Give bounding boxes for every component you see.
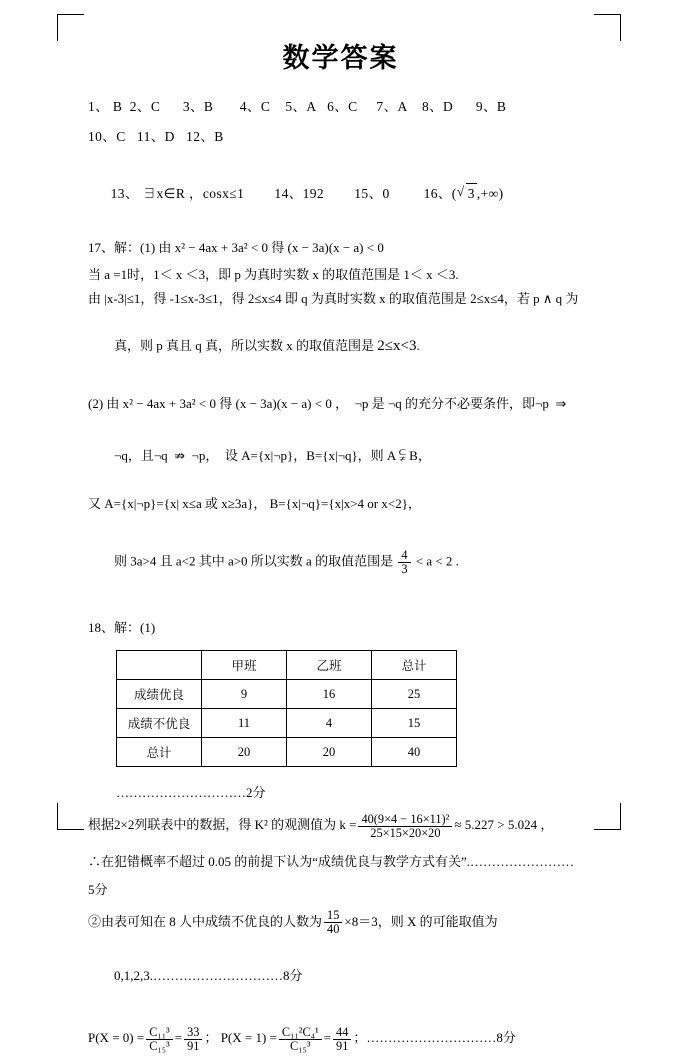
q17-head: 17、解：(1) 由 x² − 4ax + 3a² < 0 得 (x − 3a)(x − a) < 0: [88, 239, 384, 255]
table-cell: 16: [287, 680, 372, 709]
fraction-fifteen-fortieths: [324, 909, 342, 936]
q18-k-formula: [88, 811, 593, 839]
q18-k-pre: 根据2×2列联表中的数据，得 K² 的观测值为 k =: [88, 817, 357, 833]
sqrt-icon: [457, 183, 477, 205]
question-17-block: [88, 236, 593, 600]
q18-values: 0,1,2,3.: [114, 968, 153, 984]
prob-1-lhs: P(X = 1) =: [220, 1030, 277, 1046]
q18-p2-pre: ②由表可知在 8 人中成绩不优良的人数为: [88, 913, 323, 929]
table-header-cell: 总计: [372, 651, 457, 680]
choice-answers-line-2: 10、C 11、D 12、B: [88, 128, 224, 144]
fraction-numerator: C₁₁²C₄¹: [279, 1026, 322, 1040]
table-row: [117, 738, 457, 767]
fraction-denominator: 3: [401, 562, 408, 577]
table-header-cell: 甲班: [202, 651, 287, 680]
table-row: [117, 709, 457, 738]
q17-p4: (2) 由 x² − 4ax + 3a² < 0 得 (x − 3a)(x − a) < 0 ， ¬p 是 ¬q 的充分不必要条件，即¬p ⇒: [88, 395, 567, 411]
q18-k-post: ≈ 5.227 > 5.024 ，: [454, 817, 554, 833]
table-cell: 20: [287, 738, 372, 767]
prob-0-lhs: P(X = 0) =: [88, 1030, 145, 1046]
q18-values-line: [88, 940, 593, 1012]
crop-mark-bottom-right: [594, 803, 621, 830]
fraction-numerator: C₁₁³: [146, 1026, 173, 1040]
fraction-denominator: 40: [327, 922, 340, 937]
q17-p2: 由 |x-3|≤1，得 -1≤x-3≤1，得 2≤x≤4 即 q 为真时实数 x 的取值范围是 2≤x≤4，若 p ∧ q 为: [88, 290, 579, 306]
q17-p1: 当 a =1时，1＜ x ＜3，即 p 为真时实数 x 的取值范围是 1＜ x ＜3.: [88, 266, 459, 282]
prob-1-equals: =: [323, 1030, 332, 1046]
q18-score-5: 5分: [88, 881, 108, 897]
q17-p3-c: .: [416, 337, 420, 353]
table-cell: 11: [202, 709, 287, 738]
fraction-denominator: C₁₅³: [290, 1038, 311, 1053]
fraction-numerator: 15: [324, 909, 342, 923]
q17-p5-a: ¬q，且¬q ⇏ ¬p， 设 A={x|¬p}，B={x|¬q}，则 A: [114, 447, 399, 463]
q17-p7-a: 则 3a>4 且 a<2 其中 a>0 所以实数 a 的取值范围是: [114, 553, 397, 569]
table-cell: 25: [372, 680, 457, 709]
table-header-row: [117, 651, 457, 680]
table-header-cell: 乙班: [287, 651, 372, 680]
fill-in-suffix: ,+∞): [476, 185, 504, 201]
fraction-denominator: C₁₅³: [149, 1038, 170, 1053]
q17-p3-range: 2≤x<3: [377, 337, 417, 354]
q18-conclusion: ∴在犯错概率不超过 0.05 的前提下认为“成绩优良与教学方式有关”.……………………: [88, 853, 575, 869]
table-cell: 20: [202, 738, 287, 767]
table-cell: 总计: [117, 738, 202, 767]
fill-in-prefix: 13、 ∃x∈R ，cosx≤1 14、192 15、0 16、(: [110, 185, 457, 201]
fraction-numerator: 33: [184, 1026, 202, 1040]
k-value-fraction: [358, 813, 452, 840]
q17-p3: [88, 312, 593, 382]
q17-p5: [88, 420, 593, 491]
prob-0-combination-fraction: [146, 1026, 173, 1053]
fraction-numerator: 44: [333, 1026, 351, 1040]
table-row: [117, 680, 457, 709]
fraction-numerator: 4: [398, 549, 410, 563]
prob-1-value-fraction: [333, 1026, 351, 1053]
q17-p7-b: < a < 2 .: [412, 553, 459, 569]
page-title: 数学答案: [282, 43, 399, 73]
table-cell: 4: [287, 709, 372, 738]
table-header-cell: [117, 651, 202, 680]
table-cell: 40: [372, 738, 457, 767]
contingency-table: [116, 650, 457, 767]
crop-mark-top-left: [57, 14, 84, 41]
choice-answers-line-1: 1、 B 2、C 3、B 4、C 5、A 6、C 7、A 8、D 9、B: [88, 99, 507, 114]
q18-score-8a: …………………………8分: [153, 968, 303, 984]
q17-p7: [88, 525, 593, 600]
fraction-four-thirds: [398, 549, 410, 576]
fill-in-answers-line: [88, 162, 593, 226]
q17-p5-c: B，: [405, 447, 431, 463]
q18-p2-post: ×8＝3，则 X 的可能取值为: [344, 913, 498, 929]
q18-score-2: …………………………2分: [116, 785, 266, 801]
fraction-denominator: 25×15×20×20: [370, 825, 441, 840]
sqrt-radicand: 3: [466, 183, 477, 205]
prob-0-equals: =: [174, 1030, 183, 1046]
q17-p3-a: 真，则 p 真且 q 真，所以实数 x 的取值范围是: [114, 337, 378, 353]
table-cell: 成绩不优良: [117, 709, 202, 738]
prob-0-value-fraction: [184, 1026, 202, 1053]
q18-probability-line: P(X = 0) = $\frac{\text{C₁₁³}}{\text{C₁₅³}}$ = $\frac{33}{91}$ ； P(X = 1) = $\frac{\text{C₁₁²C₄¹}}{\text{C₁₅³}}$ = $\frac{44}{91}$ ；…………………………8分: [88, 1024, 516, 1053]
table-cell: 9: [202, 680, 287, 709]
subset-icon: ⫋: [398, 446, 406, 464]
q18-part2-line: [88, 908, 593, 936]
fraction-numerator: 40(9×4 − 16×11)²: [358, 813, 452, 827]
crop-mark-bottom-left: [57, 803, 84, 830]
prob-1-combination-fraction: [279, 1026, 322, 1053]
question-18-block: [88, 616, 593, 1053]
q18-score-8b: …………………………8分: [366, 1030, 516, 1046]
q17-p6: 又 A={x|¬p}={x| x≤a 或 x≥3a}， B={x|¬q}={x|x>4 or x<2}，: [88, 495, 421, 511]
table-cell: 15: [372, 709, 457, 738]
document-content: [88, 28, 593, 1057]
crop-mark-top-right: [594, 14, 621, 41]
table-cell: 成绩优良: [117, 680, 202, 709]
q18-head: 18、解：(1): [88, 620, 156, 636]
fraction-denominator: 91: [187, 1038, 200, 1053]
fraction-denominator: 91: [336, 1038, 349, 1053]
